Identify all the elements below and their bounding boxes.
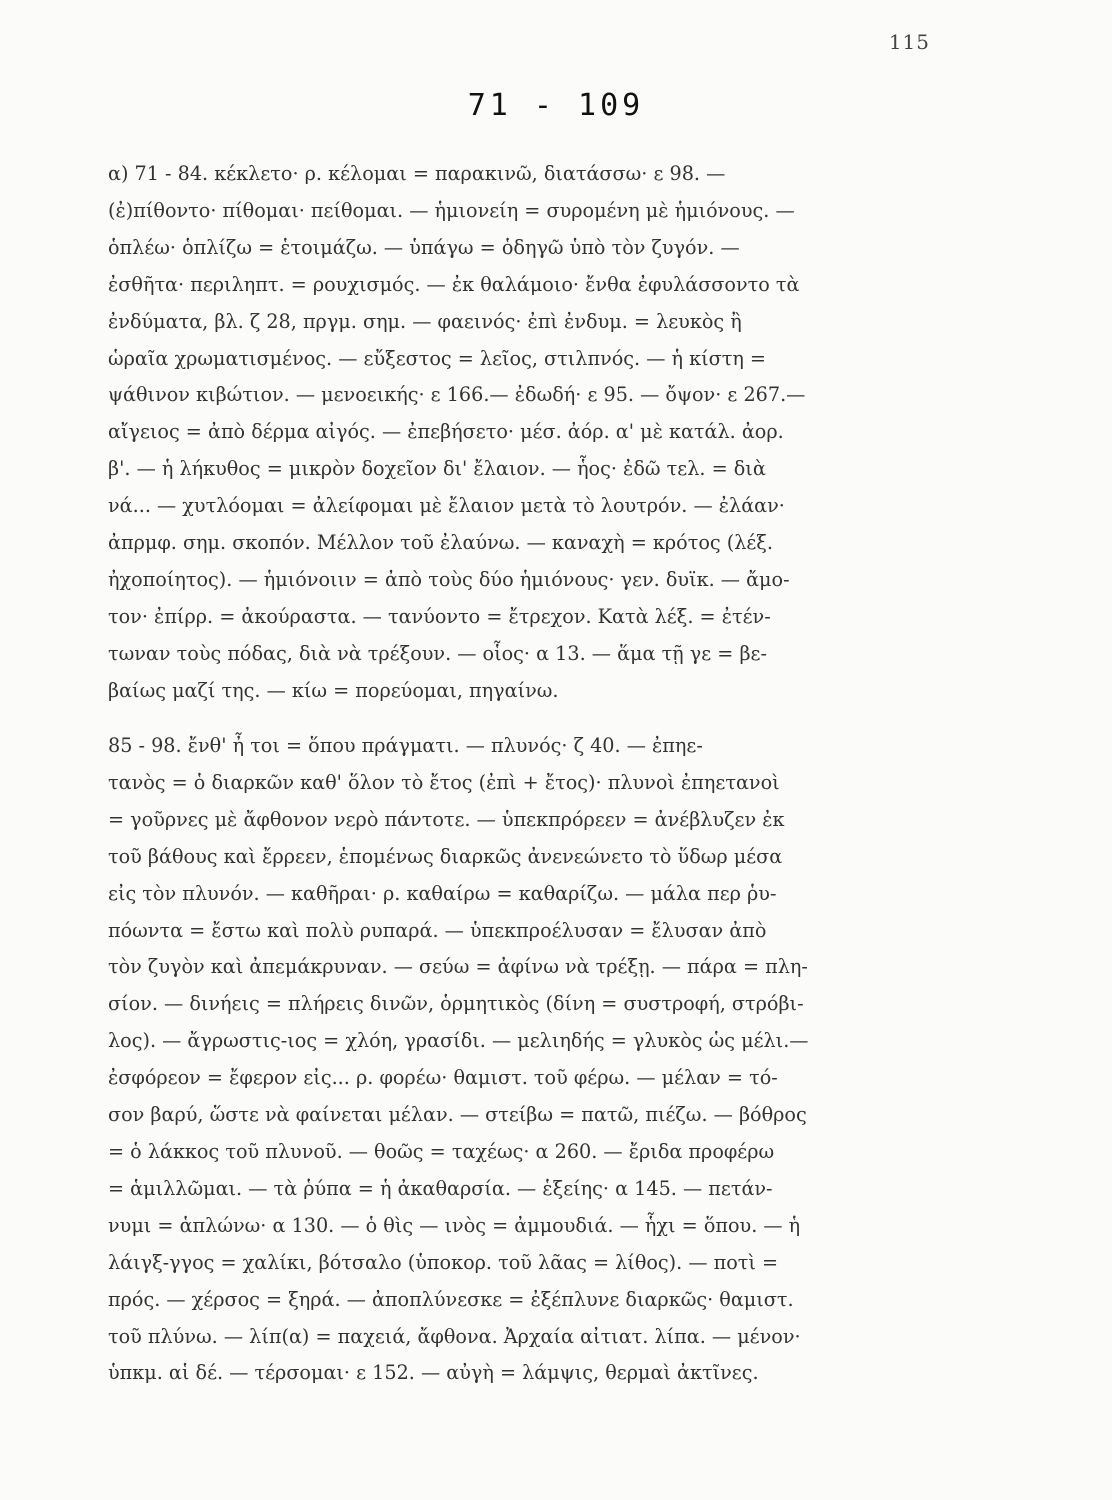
text-line: α) 71 - 84. κέκλετο· ρ. κέλομαι = παρακινῶ, διατάσσω· ε 98. —	[108, 162, 726, 185]
text-line: = γοῦρνες μὲ ἄφθονον νερὸ πάντοτε. — ὑπεκπρόρεεν = ἀνέβλυζεν ἐκ	[108, 807, 785, 831]
text-line: τανὸς = ὁ διαρκῶν καθ' ὅλον τὸ ἔτος (ἐπὶ + ἔτος)· πλυνοὶ ἐπηετανοὶ	[108, 770, 780, 794]
text-line: ἠχοποίητος). — ἡμιόνοιιν = ἀπὸ τοὺς δύο ἡμιόνους· γεν. δυϊκ. — ἄμο-	[108, 567, 790, 591]
text-line: τοῦ πλύνω. — λίπ(α) = παχειά, ἄφθονα. Ἀρχαία αἰτιατ. λίπα. — μένον·	[108, 1324, 801, 1348]
text-line: ἐσφόρεον = ἔφερον εἰς... ρ. φορέω· θαμιστ. τοῦ φέρω. — μέλαν = τό-	[108, 1066, 778, 1090]
text-line: σίον. — δινήεις = πλήρεις δινῶν, ὁρμητικὸς (δίνη = συστροφή, στρόβι-	[108, 992, 804, 1016]
section-heading: 71 - 109	[467, 88, 645, 123]
text-line: = ὁ λάκκος τοῦ πλυνοῦ. — θοῶς = ταχέως· α 260. — ἔριδα προφέρω	[108, 1139, 775, 1163]
text-line: ἐσθῆτα· περιληπτ. = ρουχισμός. — ἐκ θαλάμοιο· ἔνθα ἐφυλάσσοντο τὰ	[108, 272, 800, 296]
text-line: πρός. — χέρσος = ξηρά. — ἀποπλύνεσκε = ἐξέπλυνε διαρκῶς· θαμιστ.	[108, 1287, 794, 1311]
text-line: νυμι = ἁπλώνω· α 130. — ὁ θὶς — ινὸς = ἀμμουδιά. — ἧχι = ὅπου. — ἡ	[108, 1213, 801, 1237]
text-line: νά... — χυτλόομαι = ἀλείφομαι μὲ ἔλαιον μετὰ τὸ λουτρόν. — ἐλάαν·	[108, 494, 785, 518]
text-line: ἐνδύματα, βλ. ζ 28, πργμ. σημ. — φαεινός· ἐπὶ ἐνδυμ. = λευκὸς ἢ	[108, 309, 742, 333]
text-line: ὁπλέω· ὁπλίζω = ἑτοιμάζω. — ὑπάγω = ὁδηγῶ ὑπὸ τὸν ζυγόν. —	[108, 235, 740, 259]
text-line: βαίως μαζί της. — κίω = πορεύομαι, πηγαίνω.	[108, 678, 559, 702]
text-line: λος). — ἄγρωστις-ιος = χλόη, γρασίδι. — μελιηδής = γλυκὸς ὡς μέλι.—	[108, 1029, 809, 1053]
text-line: σον βαρύ, ὥστε νὰ φαίνεται μέλαν. — στείβω = πατῶ, πιέζω. — βόθρος	[108, 1103, 807, 1127]
text-line: πόωντα = ἔστω καὶ πολὺ ρυπαρά. — ὑπεκπροέλυσαν = ἔλυσαν ἀπὸ	[108, 918, 767, 942]
text-line: = ἁμιλλῶμαι. — τὰ ῥύπα = ἡ ἀκαθαρσία. — ἑξείης· α 145. — πετάν-	[108, 1176, 773, 1200]
text-line: (ἐ)πίθοντο· πίθομαι· πείθομαι. — ἡμιονείη = συρομένη μὲ ἡμιόνους. —	[108, 198, 795, 222]
text-line: β'. — ἡ λήκυθος = μικρὸν δοχεῖον δι' ἔλαιον. — ἧος· ἐδῶ τελ. = διὰ	[108, 457, 766, 481]
text-line: τον· ἐπίρρ. = ἀκούραστα. — τανύοντο = ἔτρεχον. Κατὰ λέξ. = ἐτέν-	[108, 604, 771, 628]
text-line: λάιγξ-γγος = χαλίκι, βότσαλο (ὑποκορ. τοῦ λᾶας = λίθος). — ποτὶ =	[108, 1250, 779, 1274]
text-line: τωναν τοὺς πόδας, διὰ νὰ τρέξουν. — οἷος· α 13. — ἅμα τῇ γε = βε-	[108, 641, 767, 665]
commentary-paragraph-2	[108, 728, 942, 1392]
text-line: εἰς τὸν πλυνόν. — καθῆραι· ρ. καθαίρω = καθαρίζω. — μάλα περ ῥυ-	[108, 881, 777, 905]
text-line: αἴγειος = ἀπὸ δέρμα αἰγός. — ἐπεβήσετο· μέσ. ἀόρ. α' μὲ κατάλ. ἀορ.	[108, 420, 784, 444]
text-line: ψάθινον κιβώτιον. — μενοεικής· ε 166.— ἐδωδή· ε 95. — ὄψον· ε 267.—	[108, 383, 806, 407]
text-line: ὡραῖα χρωματισμένος. — εὔξεστος = λεῖος, στιλπνός. — ἡ κίστη =	[108, 346, 767, 370]
text-line: ἀπρμφ. σημ. σκοπόν. Μέλλον τοῦ ἐλαύνω. — καναχὴ = κρότος (λέξ.	[108, 531, 773, 555]
text-line: τοῦ βάθους καὶ ἔρρεεν, ἑπομένως διαρκῶς ἀνενεώνετο τὸ ὕδωρ μέσα	[108, 844, 783, 868]
page-number: 115	[888, 30, 930, 54]
text-line: 85 - 98. ἔνθ' ἦ τοι = ὅπου πράγματι. — πλυνός· ζ 40. — ἐπηε-	[108, 734, 703, 757]
text-line: τὸν ζυγὸν καὶ ἀπεμάκρυναν. — σεύω = ἀφίνω νὰ τρέξῃ. — πάρα = πλη-	[108, 955, 808, 979]
text-line: ὑπκμ. αἱ δέ. — τέρσομαι· ε 152. — αὐγὴ = λάμψις, θερμαὶ ἀκτῖνες.	[108, 1361, 759, 1385]
commentary-paragraph-1	[108, 156, 942, 710]
